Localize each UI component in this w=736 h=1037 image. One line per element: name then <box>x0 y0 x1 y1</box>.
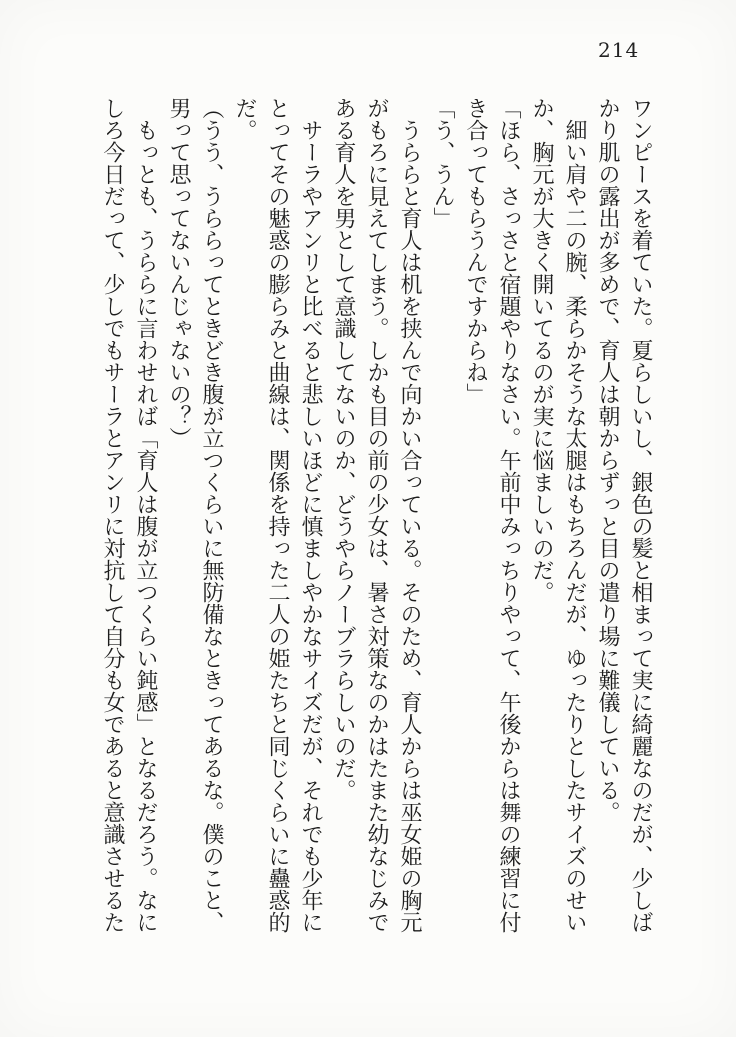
text-column: ある育人を男として意識してないのか、どうやらノーブラらしいのだ。 <box>331 97 356 801</box>
text-column: 「う、うん」 <box>430 97 455 229</box>
text-column: か、胸元が大きく開いてるのが実に悩ましいのだ。 <box>529 97 554 603</box>
text-column: 「ほら、さっさと宿題やりなさい。午前中みっちりやって、午後からは舞の練習に付 <box>496 97 521 933</box>
text-column: うららと育人は机を挟んで向かい合っている。そのため、育人からは巫女姫の胸元 <box>397 97 422 933</box>
text-column: もっとも、うららに言わせれば「育人は腹が立つくらい鈍感」となるだろう。なに <box>133 97 158 933</box>
text-column: ワンピースを着ていた。夏らしいし、銀色の髪と相まって実に綺麗なのだが、少しば <box>628 97 653 933</box>
text-column: 男って思ってないんじゃないの？） <box>166 97 191 449</box>
text-column: がもろに見えてしまう。しかも目の前の少女は、暑さ対策なのかはたまた幼なじみで <box>364 97 389 933</box>
text-column: （うう、うららってときどき腹が立つくらいに無防備なときってあるな。僕のこと、 <box>199 97 224 933</box>
text-column: だ。 <box>232 97 257 141</box>
text-column: き合ってもらうんですからね」 <box>463 97 488 405</box>
text-column: とってその魅惑の膨らみと曲線は、関係を持った二人の姫たちと同じくらいに蠱惑的 <box>265 97 290 933</box>
page-number: 214 <box>598 38 640 62</box>
novel-text-block <box>96 97 657 937</box>
text-column: しろ今日だって、少しでもサーラとアンリに対抗して自分も女であると意識させるた <box>100 97 125 933</box>
text-column: 細い肩や二の腕、柔らかそうな太腿はもちろんだが、ゆったりとしたサイズのせい <box>562 97 587 933</box>
text-column: かり肌の露出が多めで、育人は朝からずっと目の遣り場に難儀している。 <box>595 97 620 823</box>
text-column: サーラやアンリと比べると悲しいほどに慎ましやかなサイズだが、それでも少年に <box>298 97 323 933</box>
